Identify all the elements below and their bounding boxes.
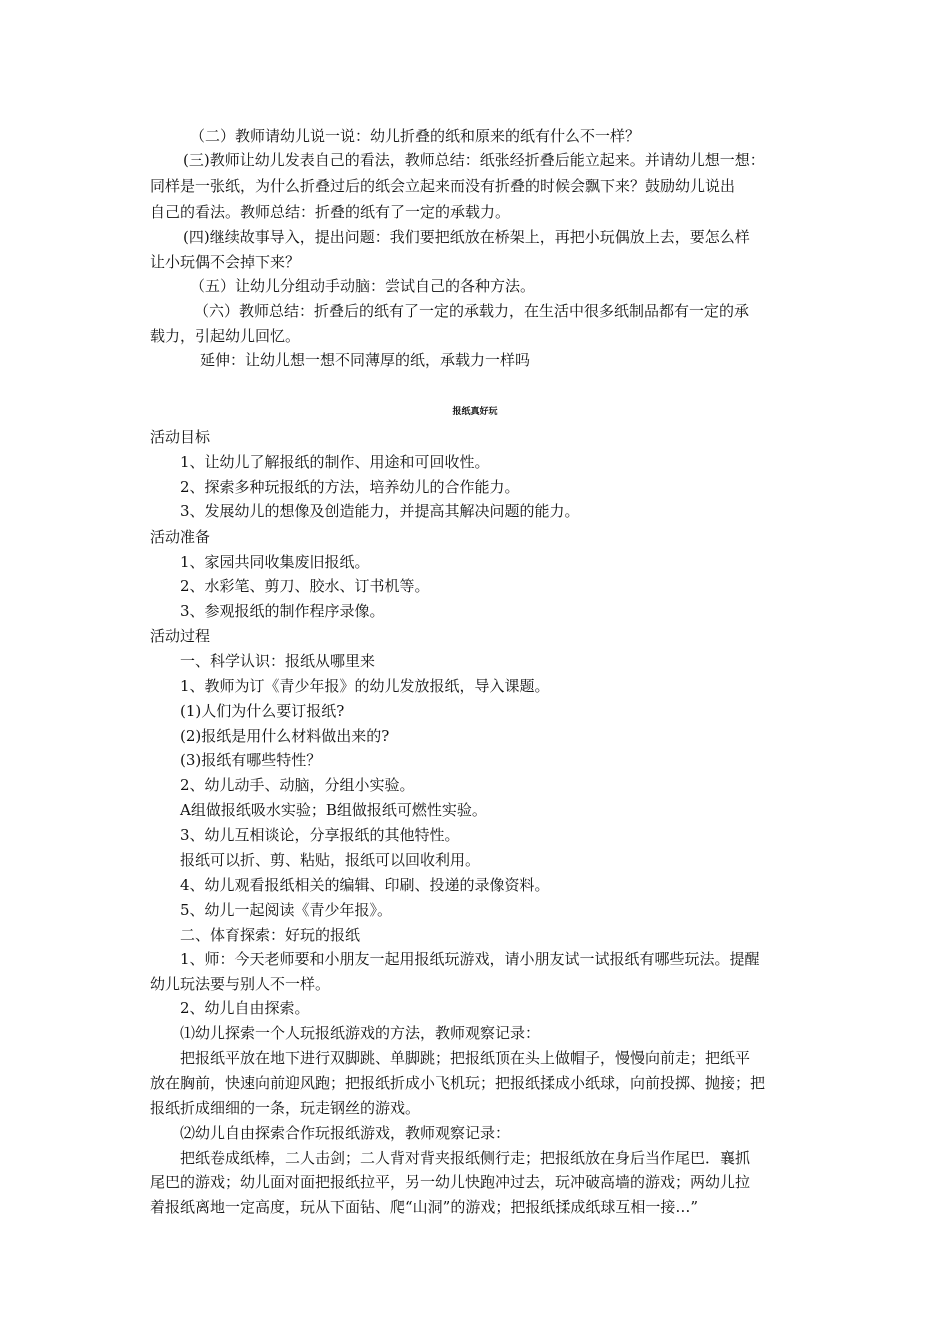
- section-title: 报纸真好玩: [452, 407, 498, 417]
- text-line: 放在胸前，快速向前迎风跑；把报纸折成小飞机玩；把报纸揉成小纸球，向前投掷、抛接；把: [150, 1074, 766, 1092]
- text-line: （六）教师总结：折叠后的纸有了一定的承载力，在生活中很多纸制品都有一定的承: [194, 302, 750, 320]
- text-line: 二、体育探索：好玩的报纸: [180, 926, 361, 944]
- text-line: (2)报纸是用什么材料做出来的?: [180, 727, 390, 745]
- list-item: 3、参观报纸的制作程序录像。: [180, 602, 385, 620]
- section-heading: 活动过程: [150, 627, 211, 645]
- text-line: （二）教师请幼儿说一说：幼儿折叠的纸和原来的纸有什么不一样？: [190, 127, 641, 145]
- text-line: 报纸可以折、剪、粘贴，报纸可以回收利用。: [180, 851, 481, 869]
- text-line: 4、幼儿观看报纸相关的编辑、印刷、投递的录像资料。: [180, 876, 550, 894]
- text-line: (3)报纸有哪些特性？: [180, 751, 322, 769]
- text-line: (三)教师让幼儿发表自己的看法，教师总结：纸张经折叠后能立起来。并请幼儿想一想：: [183, 151, 765, 169]
- text-line: 同样是一张纸，为什么折叠过后的纸会立起来而没有折叠的时候会飘下来？鼓励幼儿说出: [150, 177, 736, 195]
- text-line: 把报纸平放在地下进行双脚跳、单脚跳；把报纸顶在头上做帽子，慢慢向前走；把纸平: [180, 1049, 751, 1067]
- section-heading: 活动目标: [150, 428, 211, 446]
- text-line: 让小玩偶不会掉下来？: [150, 253, 301, 271]
- text-line: 着报纸离地一定高度，玩从下面钻、爬“山洞”的游戏；把报纸揉成纸球互相一接…”: [150, 1198, 699, 1216]
- text-line: 3、幼儿互相谈论，分享报纸的其他特性。: [180, 826, 460, 844]
- text-line: 5、幼儿一起阅读《青少年报》。: [180, 901, 393, 919]
- list-item: 2、水彩笔、剪刀、胶水、订书机等。: [180, 577, 430, 595]
- text-line: 载力，引起幼儿回忆。: [150, 327, 301, 345]
- text-line: 自己的看法。教师总结：折叠的纸有了一定的承载力。: [150, 203, 511, 221]
- text-line: 2、幼儿自由探索。: [180, 999, 310, 1017]
- text-line: 把纸卷成纸棒，二人击剑；二人背对背夹报纸侧行走；把报纸放在身后当作尾巴．襄抓: [180, 1149, 751, 1167]
- list-item: 3、发展幼儿的想像及创造能力，并提高其解决问题的能力。: [180, 502, 580, 520]
- text-line: 延伸：让幼儿想一想不同薄厚的纸，承载力一样吗: [200, 351, 531, 369]
- text-line: ⑴幼儿探索一个人玩报纸游戏的方法，教师观察记录：: [180, 1024, 541, 1042]
- text-line: 1、教师为订《青少年报》的幼儿发放报纸，导入课题。: [180, 677, 550, 695]
- text-line: A组做报纸吸水实验；B组做报纸可燃性实验。: [180, 801, 487, 819]
- text-line: ⑵幼儿自由探索合作玩报纸游戏，教师观察记录：: [180, 1124, 511, 1142]
- text-line: 1、师：今天老师要和小朋友一起用报纸玩游戏，请小朋友试一试报纸有哪些玩法。提醒: [180, 950, 760, 968]
- text-line: 报纸折成细细的一条，玩走钢丝的游戏。: [150, 1099, 421, 1117]
- text-line: 幼儿玩法要与别人不一样。: [150, 975, 331, 993]
- text-line: 一、科学认识：报纸从哪里来: [180, 652, 376, 670]
- list-item: 1、家园共同收集废旧报纸。: [180, 553, 370, 571]
- text-line: （五）让幼儿分组动手动脑：尝试自己的各种方法。: [190, 277, 536, 295]
- text-line: 尾巴的游戏；幼儿面对面把报纸拉平，另一幼儿快跑冲过去，玩冲破高墙的游戏；两幼儿拉: [150, 1173, 751, 1191]
- text-line: (1)人们为什么要订报纸?: [180, 702, 345, 720]
- text-line: 2、幼儿动手、动脑，分组小实验。: [180, 776, 415, 794]
- text-line: (四)继续故事导入，提出问题：我们要把纸放在桥架上，再把小玩偶放上去，要怎么样: [183, 228, 750, 246]
- section-heading: 活动准备: [150, 528, 211, 546]
- list-item: 2、探索多种玩报纸的方法，培养幼儿的合作能力。: [180, 478, 520, 496]
- list-item: 1、让幼儿了解报纸的制作、用途和可回收性。: [180, 453, 490, 471]
